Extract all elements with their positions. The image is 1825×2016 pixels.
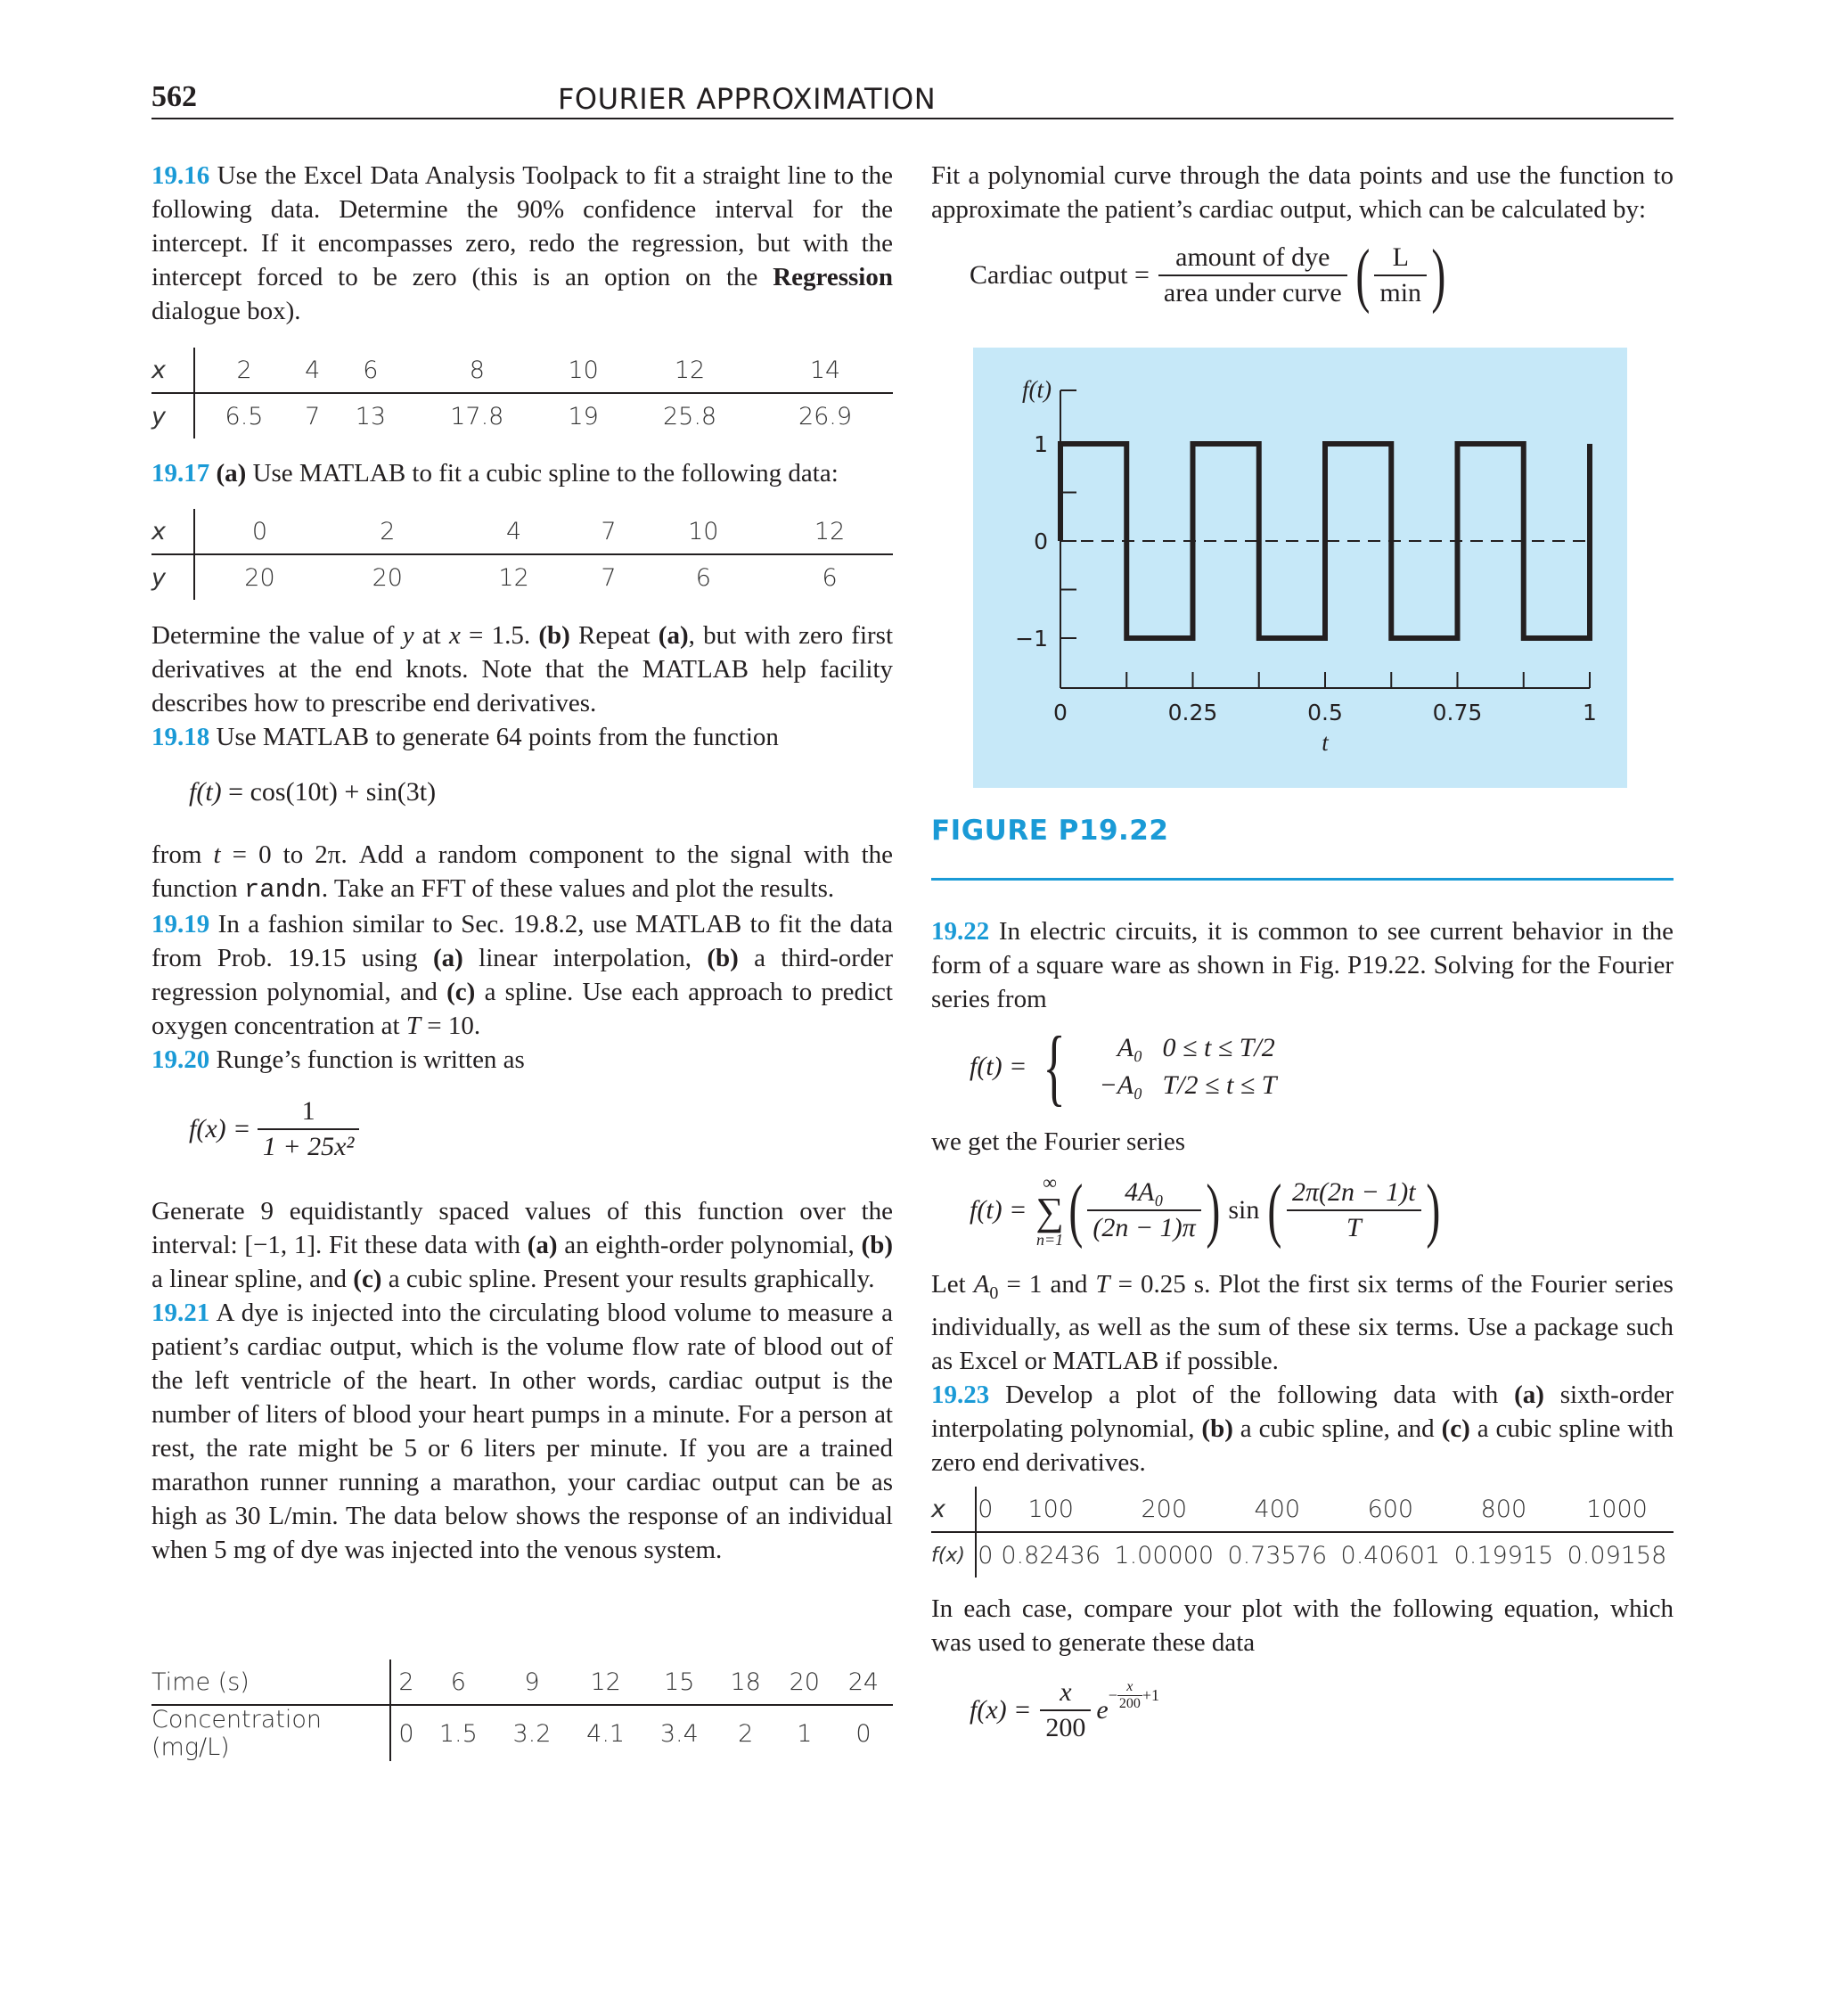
table-cell: 7: [601, 563, 617, 592]
square-wave-line: [1060, 444, 1590, 638]
table-x-label: x: [151, 509, 194, 554]
table-cell: 10: [544, 348, 622, 393]
problem-19-23-continued: In each case, compare your plot with the following equation, which was used to generate these data: [931, 1594, 1674, 1657]
table-x-label: x: [931, 1487, 976, 1532]
data-table-19-23: [931, 1487, 1674, 1578]
problem-19-18-continued: from t = 0 to 2π. Add a random component to the signal with the function randn. Take an FFT of these values and plot the results. 19.19 In a fashion similar to Sec. 19.8.2, use MATLAB to fit the data from Prob. 19.15 using (a) linear interpolation, (b) a third-order regression polynomial, and (c) a spline. Use each approach to predict oxygen concentration at T = 10. 19.20 Runge’s function is written as: [151, 840, 893, 1074]
table-cell: 4: [451, 509, 577, 554]
table-cell: 24: [834, 1660, 893, 1705]
table-cell: 1.00000: [1114, 1541, 1215, 1569]
table-cell: 1.5: [438, 1719, 478, 1748]
problem-19-21-continued: Fit a polynomial curve through the data points and use the function to approximate the patient’s cardiac output, which can be calculated by:: [931, 161, 1674, 224]
table-cell: 7: [305, 402, 321, 430]
data-table-19-16: [151, 348, 893, 438]
problem-number: 19.18: [151, 723, 210, 751]
table-cell: 4.1: [586, 1719, 626, 1748]
table-cell: 0.82436: [1001, 1541, 1101, 1569]
x-tick-label: 0.5: [1307, 700, 1343, 725]
problem-number: 19.22: [931, 917, 990, 946]
table-cell: 20: [775, 1660, 834, 1705]
problem-19-22: 19.22 In electric circuits, it is common to see current behavior in the form of a square ware as shown in Fig. P19.22. Solving for the Fourier series from: [931, 917, 1674, 1013]
y-tick-label: 1: [1034, 431, 1048, 457]
x-tick-label: 0.25: [1167, 700, 1218, 725]
data-table-19-21: [151, 1660, 893, 1761]
table-cell: 17.8: [450, 402, 504, 430]
table-y-label: Concentration (mg/L): [151, 1705, 390, 1761]
table-cell: 0: [398, 1719, 414, 1748]
x-axis-label: t: [1322, 729, 1329, 756]
chapter-title: FOURIER APPROXIMATION: [558, 82, 937, 116]
table-cell: 0.19915: [1453, 1541, 1554, 1569]
problem-number: 19.19: [151, 910, 210, 938]
table-cell: 15: [642, 1660, 716, 1705]
problem-number: 19.23: [931, 1380, 990, 1409]
table-cell: 20: [244, 563, 275, 592]
figure-panel: [973, 348, 1627, 788]
problem-19-17-continued: Determine the value of y at x = 1.5. (b) Repeat (a), but with zero first derivatives at the end knots. Note that the MATLAB help facility describes how to prescribe end derivatives. 19.18 Use MATLAB to generate 64 points from the function: [151, 621, 894, 751]
table-y-label: f(x): [931, 1532, 976, 1578]
table-cell: 2: [738, 1719, 754, 1748]
problem-number: 19.17: [151, 459, 210, 488]
table-cell: 0.40601: [1340, 1541, 1441, 1569]
table-cell: 12: [622, 348, 757, 393]
page-number: 562: [151, 80, 197, 113]
table-y-label: y: [151, 554, 194, 600]
problem-19-22-text: we get the Fourier series: [931, 1127, 1186, 1156]
table-cell: 9: [495, 1660, 569, 1705]
table-cell: 2: [194, 348, 293, 393]
table-cell: 2: [324, 509, 451, 554]
y-tick-label: 0: [1034, 529, 1048, 554]
table-cell: 13: [355, 402, 387, 430]
table-cell: 2: [390, 1660, 421, 1705]
figure-rule: [931, 878, 1674, 881]
table-cell: 14: [757, 348, 893, 393]
problem-19-20-continued: Generate 9 equidistantly spaced values of this function over the interval: [−1, 1]. Fit these data with (a) an eighth-order polynomial, (b) a linear spline, and (c) a cubic spline. Present your results graphically. 19.21 A dye is injected into the circulating blood volume to measure a patient’s cardiac output, which is the volume flow rate of blood out of the left ventricle of the heart. In other words, cardiac output is the number of liters of blood your heart pumps in a minute. For a person at rest, the rate might be 5 or 6 liters per minute. If you are a trained marathon runner running a marathon, your cardiac output can be as high as 30 L/min. The data below shows the response of an individual when 5 mg of dye was injected into the venous system.: [151, 1197, 893, 1564]
equation-cardiac-output: Cardiac output = $\frac{\text{amount of dye}}{\text{area under curve}}$ ( $\frac{L}{\min}$ ): [970, 236, 1446, 315]
table-x-label: x: [151, 348, 194, 393]
table-cell: 4: [293, 348, 331, 393]
table-cell: 6: [695, 563, 711, 592]
table-cell: 0: [978, 1541, 994, 1569]
problem-19-22-continued: Let $A_0 = 1$ and T = 0.25 s. Plot the first six terms of the Fourier series individually, as well as the sum of these six terms. Use a package such as Excel or MATLAB if possible. 19.23 Develop a plot of the following data with (a) sixth-order interpolating polynomial, (b) a cubic spline, and (c) a cubic spline with zero end derivatives.: [931, 1270, 1674, 1477]
data-table-19-17: [151, 509, 893, 600]
table-cell: 18: [716, 1660, 775, 1705]
problem-number: 19.21: [151, 1299, 210, 1327]
table-cell: 800: [1447, 1487, 1560, 1532]
table-cell: 3.2: [512, 1719, 552, 1748]
table-cell: 26.9: [798, 402, 853, 430]
table-cell: 0: [976, 1487, 994, 1532]
problem-number: 19.20: [151, 1045, 210, 1074]
y-axis-label: f(t): [1022, 376, 1052, 403]
table-cell: 8: [409, 348, 544, 393]
table-cell: 12: [766, 509, 893, 554]
table-cell: 20: [372, 563, 403, 592]
y-tick-label: −1: [1015, 626, 1048, 652]
table-cell: 0.09158: [1567, 1541, 1667, 1569]
table-cell: 400: [1221, 1487, 1334, 1532]
table-cell: 6: [822, 563, 838, 592]
problem-number: 19.16: [151, 161, 210, 190]
equation-19-18: f(t) = cos(10t) + sin(3t): [189, 777, 437, 807]
equation-19-23: f(x) = $\frac{x}{200}$ e − $\frac{x}{200}$ +1: [970, 1677, 1160, 1742]
table-cell: 100: [994, 1487, 1108, 1532]
table-cell: 10: [640, 509, 766, 554]
equation-runge: f(x) = $\frac{1}{\text{1 + 25x²}}$: [189, 1096, 359, 1162]
x-tick-label: 0: [1053, 700, 1068, 725]
table-cell: 0.73576: [1227, 1541, 1328, 1569]
table-cell: 600: [1334, 1487, 1447, 1532]
table-cell: 3.4: [659, 1719, 699, 1748]
problem-19-16: 19.16 Use the Excel Data Analysis Toolpack to fit a straight line to the following data. Determine the 90% confidence interval for the intercept. If it encompasses zero, redo the regression, but with the intercept forced to be zero (this is an option on the Regression dialogue box).: [151, 161, 894, 325]
x-tick-label: 0.75: [1432, 700, 1483, 725]
table-cell: 6.5: [225, 402, 264, 430]
table-y-label: y: [151, 393, 194, 438]
table-cell: 1000: [1560, 1487, 1674, 1532]
table-cell: 7: [577, 509, 640, 554]
table-cell: 6: [421, 1660, 495, 1705]
table-cell: 1: [797, 1719, 813, 1748]
table-x-label: Time (s): [151, 1660, 390, 1705]
table-cell: 12: [569, 1660, 642, 1705]
table-cell: 19: [568, 402, 599, 430]
equation-fourier-series: f(t) = ∞ ∑ n=1 ( $\frac{\text{4A₀}}{(2n - 1)\pi}$ ) sin ( $\frac{2\pi(2n - 1)t}{T}$ ): [970, 1171, 1440, 1250]
table-cell: 25.8: [662, 402, 717, 430]
square-wave-chart: [973, 348, 1627, 788]
x-tick-label: 1: [1583, 700, 1597, 725]
table-cell: 6: [331, 348, 409, 393]
problem-19-17: 19.17 (a) Use MATLAB to fit a cubic spline to the following data:: [151, 459, 839, 488]
equation-piecewise: f(t) = { A₀ 0 ≤ t ≤ T/2 −A₀ T/2 ≤ t ≤ T: [970, 1019, 1277, 1114]
header-rule: [151, 118, 1674, 119]
table-cell: 0: [194, 509, 324, 554]
table-cell: 200: [1108, 1487, 1221, 1532]
figure-caption: FIGURE P19.22: [931, 815, 1169, 847]
table-cell: 12: [498, 563, 529, 592]
table-cell: 0: [855, 1719, 872, 1748]
